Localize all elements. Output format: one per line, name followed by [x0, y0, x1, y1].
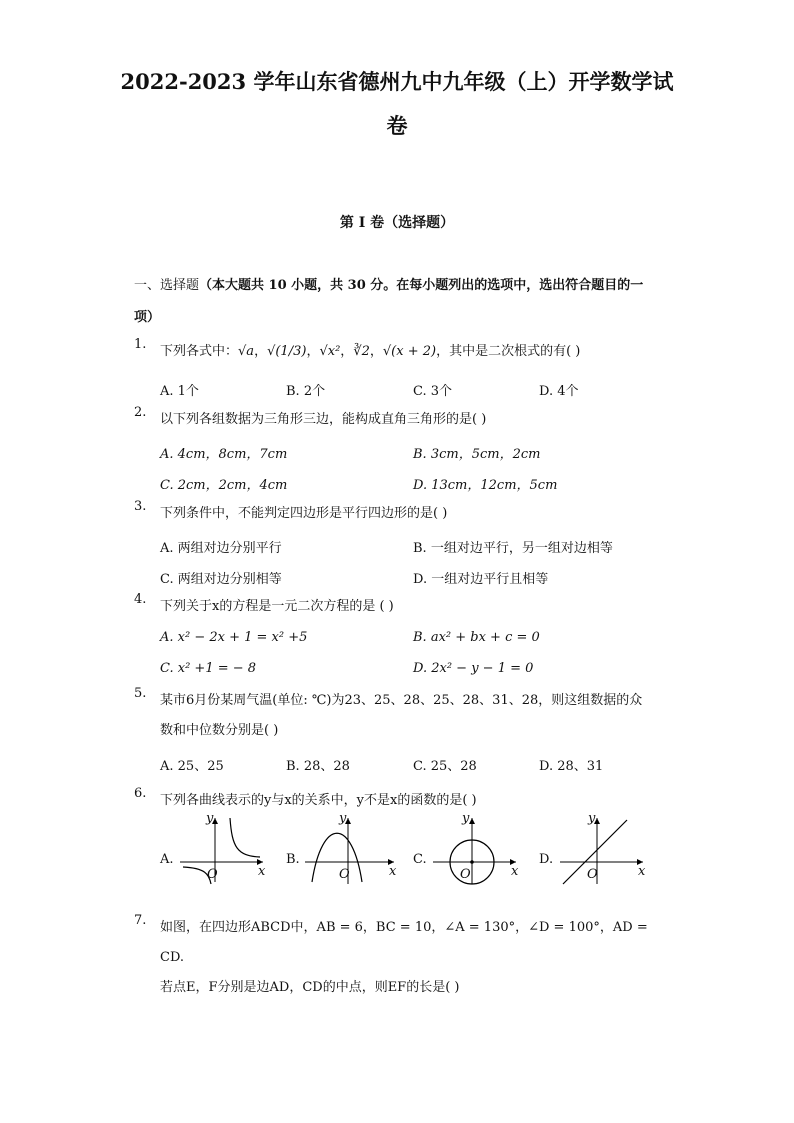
question-text: 下列条件中，不能判定四边形是平行四边形的是( ): [160, 506, 448, 521]
q6-option-c[interactable]: C.: [413, 852, 427, 867]
q2-option-c[interactable]: C. 2cm，2cm，4cm: [160, 478, 288, 493]
q5-option-b[interactable]: B. 28、28: [286, 759, 350, 774]
q3-option-c[interactable]: C. 两组对边分别相等: [160, 572, 282, 587]
q6-graph-b: [300, 812, 400, 887]
q6-b-y-label: y: [339, 811, 347, 826]
q6-c-x-label: x: [511, 864, 519, 879]
q5-option-c[interactable]: C. 25、28: [413, 759, 477, 774]
q1-option-c[interactable]: C. 3个: [413, 384, 453, 399]
q1-option-a[interactable]: A. 1个: [160, 384, 199, 399]
q6-option-a[interactable]: A.: [160, 852, 174, 867]
radical-2: √(1/3): [267, 344, 307, 359]
radical-3: √x²: [319, 344, 341, 359]
q6-option-b[interactable]: B.: [286, 852, 300, 867]
instr-tail: 项）: [134, 310, 161, 325]
q4-option-d[interactable]: D. 2x² − y − 1 = 0: [413, 661, 534, 676]
radical-4: ∛2: [353, 344, 370, 359]
question-number: 3.: [134, 499, 147, 514]
q6-b-origin: O: [339, 867, 350, 882]
q1-text-post: ，其中是二次根式的有( ): [436, 344, 581, 359]
question-text: 以下列各组数据为三角形三边，能构成直角三角形的是( ): [160, 412, 487, 427]
question-text: 下列各式中：√a，√(1/3)，√x²，∛2，√(x + 2)，其中是二次根式的有( ): [160, 344, 581, 359]
radical-1: √a: [238, 344, 255, 359]
q6-a-y-label: y: [206, 811, 214, 826]
q3-option-a[interactable]: A. 两组对边分别平行: [160, 541, 282, 556]
question-text: 下列关于x的方程是一元二次方程的是 ( ): [160, 599, 394, 614]
radical-5: √(x + 2): [382, 344, 437, 359]
q2-option-d[interactable]: D. 13cm，12cm，5cm: [413, 478, 558, 493]
instr-bold: （本大题共 10 小题，共 30 分。在每小题列出的选项中，选出符合题目的一: [199, 278, 644, 293]
instr-lead: 一、选择题: [134, 278, 200, 293]
question-number: 2.: [134, 405, 147, 420]
q6-d-y-label: y: [588, 811, 596, 826]
question-text: [160, 913, 666, 1003]
q5-option-a[interactable]: A. 25、25: [160, 759, 224, 774]
q2-option-b[interactable]: B. 3cm，5cm，2cm: [413, 447, 541, 462]
title-line-1: 2022-2023 学年山东省德州九中九年级（上）开学数学试: [120, 69, 674, 94]
question-number: 7.: [134, 913, 147, 928]
exam-title: [100, 60, 694, 148]
q6-graph-d: [555, 812, 650, 887]
q7-text-line-2: 若点E，F分别是边AD，CD的中点，则EF的长是( ): [160, 980, 460, 995]
q3-option-d[interactable]: D. 一组对边平行且相等: [413, 572, 549, 587]
q6-d-x-label: x: [638, 864, 646, 879]
q7-text-line-1: 如图，在四边形ABCD中，AB = 6，BC = 10，∠A = 130°，∠D = 100°，AD = CD.: [160, 920, 648, 965]
q6-d-origin: O: [587, 867, 598, 882]
q6-graph-a: [175, 812, 270, 887]
q6-a-origin: O: [207, 867, 218, 882]
question-number: 4.: [134, 592, 147, 607]
q6-option-d[interactable]: D.: [539, 852, 554, 867]
question-number: 6.: [134, 786, 147, 801]
q1-option-d[interactable]: D. 4个: [539, 384, 579, 399]
q6-a-x-label: x: [258, 864, 266, 879]
q2-option-a[interactable]: A. 4cm，8cm，7cm: [160, 447, 288, 462]
q4-option-b[interactable]: B. ax² + bx + c = 0: [413, 630, 540, 645]
q1-option-b[interactable]: B. 2个: [286, 384, 326, 399]
q6-b-x-label: x: [389, 864, 397, 879]
question-number: 5.: [134, 686, 147, 701]
section-title: 第 I 卷（选择题）: [339, 215, 455, 231]
q6-c-y-label: y: [462, 811, 470, 826]
q6-graph-c: [428, 812, 523, 887]
question-text: 下列各曲线表示的y与x的关系中，y不是x的函数的是( ): [160, 793, 477, 808]
q4-option-c[interactable]: C. x² +1 = − 8: [160, 661, 257, 676]
title-line-2: 卷: [386, 113, 408, 138]
q5-option-d[interactable]: D. 28、31: [539, 759, 604, 774]
q5-text-line-2: 数和中位数分别是( ): [160, 723, 279, 738]
question-number: 1.: [134, 337, 147, 352]
q6-c-origin: O: [460, 867, 471, 882]
q3-option-b[interactable]: B. 一组对边平行，另一组对边相等: [413, 541, 613, 556]
question-text: [160, 686, 666, 746]
q4-option-a[interactable]: A. x² − 2x + 1 = x² +5: [160, 630, 308, 645]
q5-text-line-1: 某市6月份某周气温(单位: ℃)为23、25、28、25、28、31、28，则这组数据的众: [160, 693, 643, 708]
q1-text-pre: 下列各式中：: [160, 344, 239, 359]
section-instructions: [134, 270, 664, 334]
